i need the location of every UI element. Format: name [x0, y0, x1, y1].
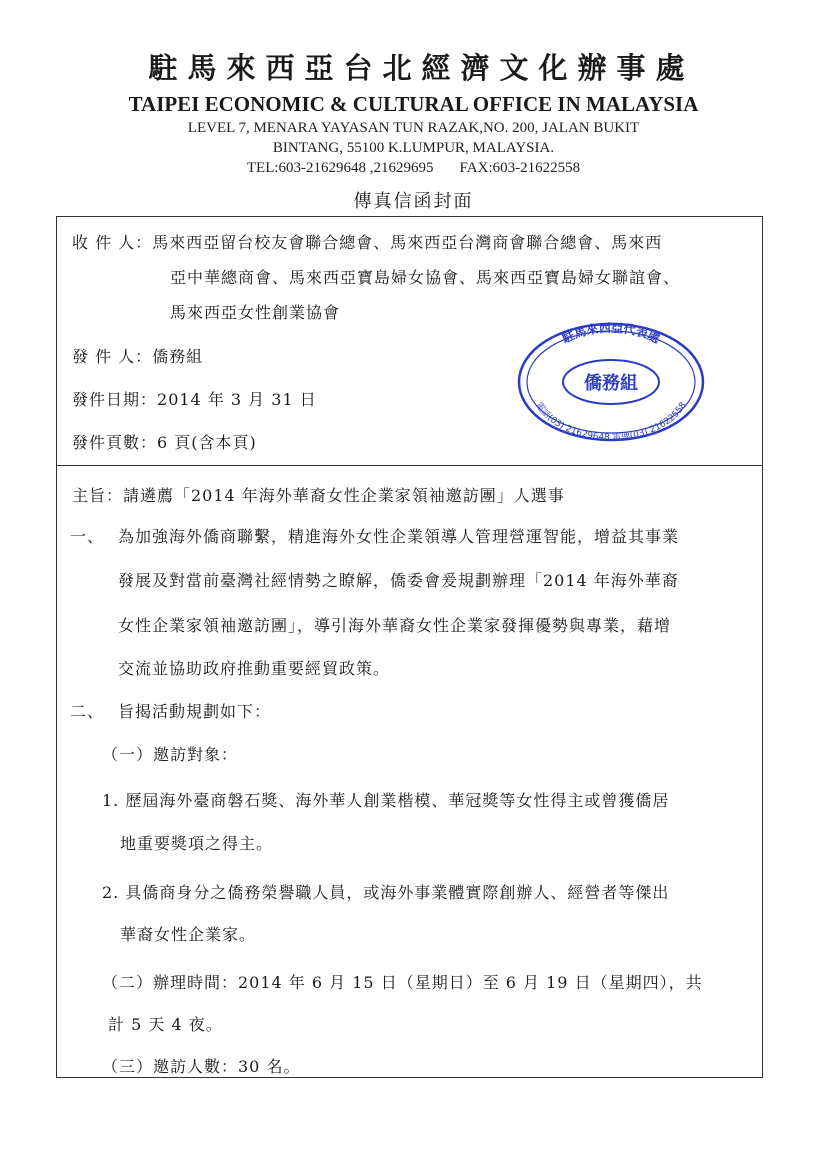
pages-value: 6 頁(含本頁) — [157, 433, 257, 452]
item-2-line-1: 2. 具僑商身分之僑務榮譽職人員，或海外事業體實際創辦人、經營者等傑出 — [102, 883, 670, 902]
stamp-top-text: 駐馬來西亞代表處 — [560, 320, 662, 346]
contact-line — [0, 160, 827, 177]
org-name-chinese: 駐馬來西亞台北經濟文化辦事處 — [148, 51, 695, 85]
paragraph-1-marker: 一、 — [70, 527, 105, 546]
date-label: 發件日期： — [72, 390, 158, 409]
fax-number: FAX:603-21622558 — [459, 160, 581, 176]
document-title: 傳真信函封面 — [353, 191, 474, 212]
date-value: 2014 年 3 月 31 日 — [157, 390, 317, 409]
org-name-english: TAIPEI ECONOMIC & CULTURAL OFFICE IN MALAYSIA — [128, 92, 699, 116]
date-row — [72, 387, 317, 410]
item-2-line-2: 華裔女性企業家。 — [120, 925, 257, 944]
paragraph-1-line-2: 發展及對當前臺灣社經情勢之瞭解，僑委會爰規劃辦理「2014 年海外華裔 — [118, 571, 679, 590]
section-2-line-1: （二）辦理時間：2014 年 6 月 15 日（星期日）至 6 月 19 日（星期四），共 — [102, 973, 703, 992]
subject-line: 主旨：請遴薦「2014 年海外華裔女性企業家領袖邀訪團」人選事 — [72, 486, 565, 505]
stamp-bottom-text: 電話(03) 21629648 電傳(03) 21622558 — [533, 400, 689, 442]
recipient-label: 收 件 人： — [72, 233, 153, 252]
address-line-2: BINTANG, 55100 K.LUMPUR, MALAYSIA. — [272, 140, 555, 156]
item-1-line-1: 1. 歷屆海外臺商磐石獎、海外華人創業楷模、華冠獎等女性得主或曾獲僑居 — [102, 791, 670, 810]
paragraph-1-line-1: 為加強海外僑商聯繫，精進海外女性企業領導人管理營運智能，增益其事業 — [118, 527, 680, 546]
office-seal-stamp — [515, 320, 707, 442]
paragraph-1-line-4: 交流並協助政府推動重要經貿政策。 — [118, 659, 391, 678]
section-2-line-2: 計 5 天 4 夜。 — [108, 1015, 223, 1034]
section-1-heading: （一）邀訪對象： — [102, 745, 239, 764]
recipient-value-line-3: 馬來西亞女性創業協會 — [170, 303, 341, 322]
sender-value: 僑務組 — [152, 347, 204, 366]
sender-label: 發 件 人： — [72, 347, 153, 366]
recipient-value-line-1: 馬來西亞留台校友會聯合總會、馬來西亞台灣商會聯合總會、馬來西 — [152, 233, 663, 252]
stamp-center-text: 僑務組 — [584, 373, 638, 394]
telephone-numbers: TEL:603-21629648 ,21629695 — [246, 160, 434, 176]
seal-stamp-graphic — [515, 320, 707, 442]
paragraph-2-marker: 二、 — [70, 702, 105, 721]
sender-row — [72, 344, 203, 367]
svg-text:電話(03) 21629648 電傳(03) 216225 — [533, 400, 689, 442]
section-3-line-1: （三）邀訪人數：30 名。 — [102, 1057, 301, 1076]
pages-label: 發件頁數： — [72, 433, 158, 452]
paragraph-1-line-3: 女性企業家領袖邀訪團」，導引海外華裔女性企業家發揮優勢與專業，藉增 — [118, 616, 672, 635]
svg-text:駐馬來西亞代表處 — [559, 320, 663, 346]
recipient-row — [72, 230, 662, 253]
pages-row — [72, 430, 257, 453]
section-divider — [56, 465, 763, 466]
address-line-1: LEVEL 7, MENARA YAYASAN TUN RAZAK,NO. 200, JALAN BUKIT — [187, 120, 640, 136]
recipient-value-line-2: 亞中華總商會、馬來西亞寶島婦女協會、馬來西亞寶島婦女聯誼會、 — [170, 268, 681, 287]
paragraph-2-text: 旨揭活動規劃如下： — [118, 702, 272, 721]
item-1-line-2: 地重要獎項之得主。 — [120, 834, 274, 853]
